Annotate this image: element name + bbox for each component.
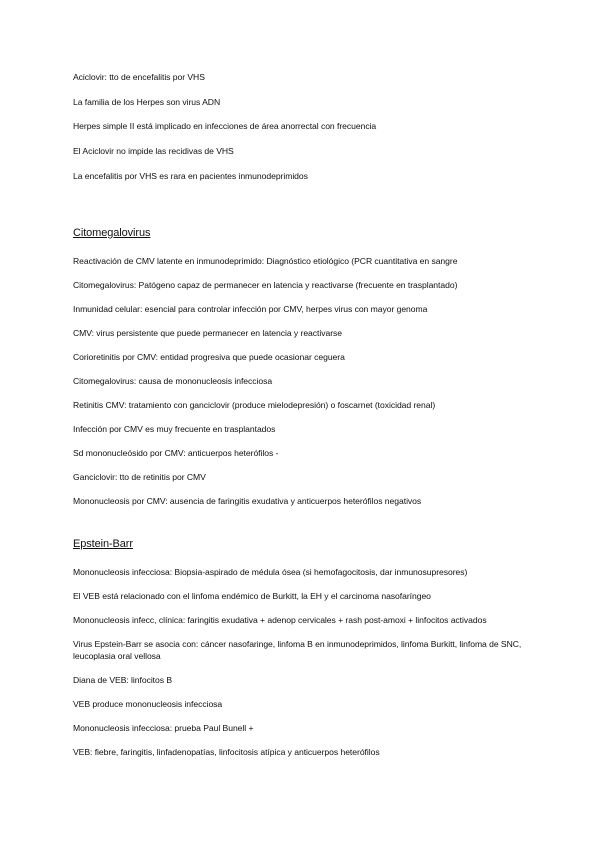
note-line: Herpes simple II está implicado en infecciones de área anorrectal con frecuencia xyxy=(73,121,377,131)
note-line: La encefalitis por VHS es rara en pacientes inmunodeprimidos xyxy=(73,171,308,181)
note-line: Ganciclovir: tto de retinitis por CMV xyxy=(73,472,206,482)
note-line: Mononucleosis infecciosa: Biopsia-aspirado de médula ósea (si hemofagocitosis, dar inmunosupresores) xyxy=(73,567,468,577)
note-line: Retinitis CMV: tratamiento con ganciclovir (produce mielodepresión) o foscarnet (toxicidad renal) xyxy=(73,400,436,410)
note-line: Corioretinitis por CMV: entidad progresiva que puede ocasionar ceguera xyxy=(73,352,345,362)
note-line: Inmunidad celular: esencial para controlar infección por CMV, herpes virus con mayor genoma xyxy=(73,304,428,314)
note-line: El Aciclovir no impide las recidivas de VHS xyxy=(73,146,234,156)
note-line: Mononucleosis infecciosa: prueba Paul Bunell + xyxy=(73,723,254,733)
note-line: CMV: virus persistente que puede permanecer en latencia y reactivarse xyxy=(73,328,342,338)
section-heading-citomegalovirus: Citomegalovirus xyxy=(73,227,151,239)
note-line: Mononucleosis por CMV: ausencia de faringitis exudativa y anticuerpos heterófilos negativos xyxy=(73,496,422,506)
note-line: VEB produce mononucleosis infecciosa xyxy=(73,699,223,709)
note-line: Reactivación de CMV latente en inmunodeprimido: Diagnóstico etiológico (PCR cuantitativa en sangre xyxy=(73,256,458,266)
note-line: Infección por CMV es muy frecuente en trasplantados xyxy=(73,424,276,434)
note-line: El VEB está relacionado con el linfoma endémico de Burkitt, la EH y el carcinoma nasofaríngeo xyxy=(73,591,431,601)
note-line: Virus Epstein-Barr se asocia con: cáncer nasofaringe, linfoma B en inmunodeprimidos, linfoma Burkitt, linfoma de SNC, leucoplasia oral vellosa xyxy=(73,639,522,661)
note-line: La familia de los Herpes son virus ADN xyxy=(73,97,221,107)
note-line: Mononucleosis infecc, clínica: faringitis exudativa + adenop cervicales + rash post-amoxi + linfocitos activados xyxy=(73,615,487,625)
note-line: VEB: fiebre, faringitis, linfadenopatías, linfocitosis atípica y anticuerpos heterófilos xyxy=(73,747,380,757)
note-line: Aciclovir: tto de encefalitis por VHS xyxy=(73,72,205,82)
note-line: Citomegalovirus: Patógeno capaz de permanecer en latencia y reactivarse (frecuente en trasplantado) xyxy=(73,280,458,290)
note-line: Citomegalovirus: causa de mononucleosis infecciosa xyxy=(73,376,273,386)
note-line: Diana de VEB: linfocitos B xyxy=(73,675,173,685)
note-line: Sd mononucleósido por CMV: anticuerpos heterófilos - xyxy=(73,448,279,458)
section-heading-epstein-barr: Epstein-Barr xyxy=(73,538,133,550)
